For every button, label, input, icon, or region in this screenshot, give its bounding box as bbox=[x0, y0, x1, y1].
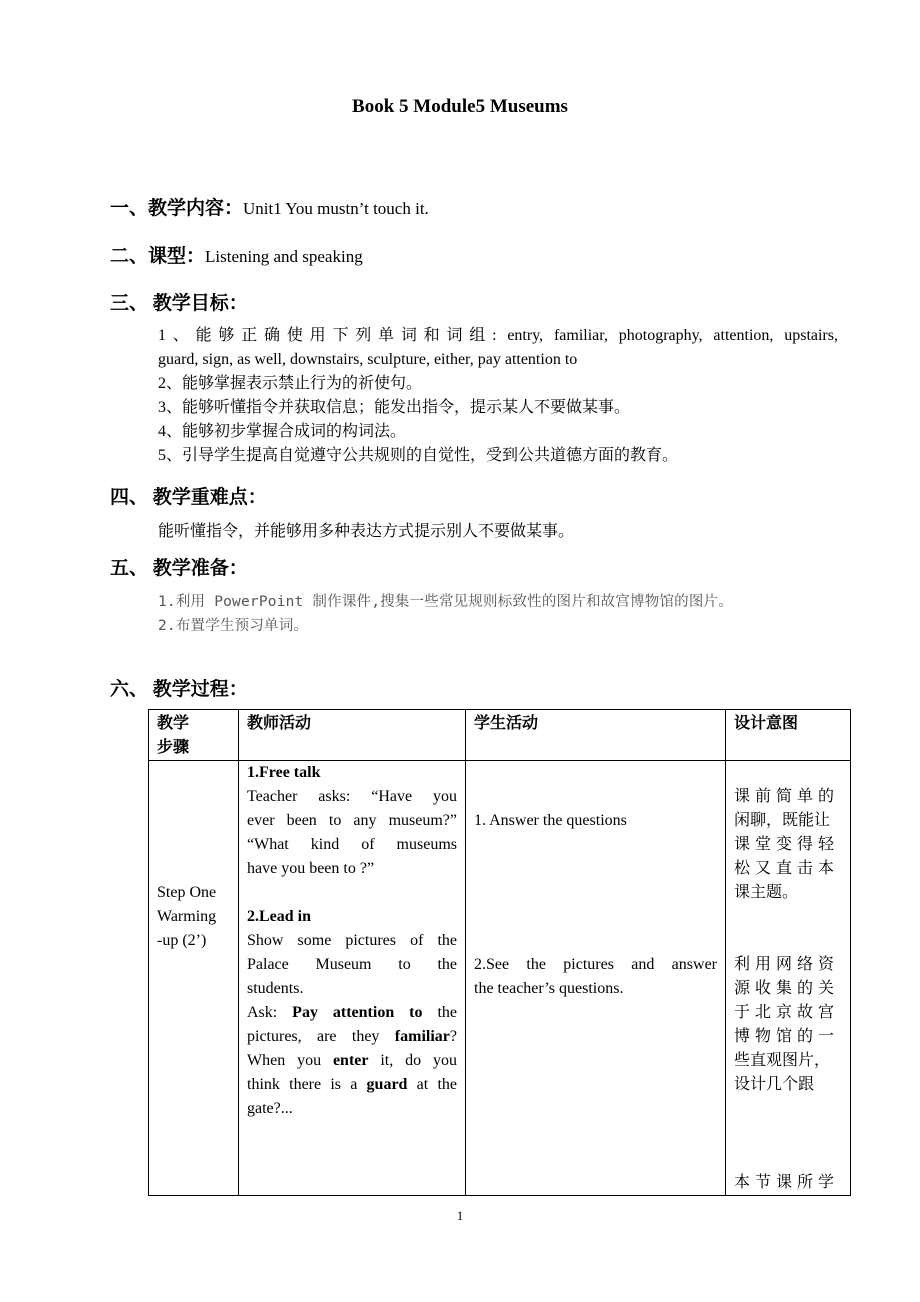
activity-title: 1.Free talk bbox=[247, 764, 321, 781]
teacher-activity-cell bbox=[239, 761, 466, 1196]
page-number: 1 bbox=[456, 1208, 464, 1223]
step-line: Step One bbox=[157, 884, 217, 901]
lesson-table bbox=[148, 709, 851, 1196]
activity-line bbox=[247, 1049, 457, 1073]
purpose-line: 课主题。 bbox=[734, 884, 799, 901]
activity-line: Teacher asks: “Have you bbox=[247, 788, 457, 805]
header-student: 学生活动 bbox=[466, 710, 726, 761]
header-step bbox=[149, 710, 239, 761]
purpose-line: 些直观图片， bbox=[734, 1052, 831, 1069]
purpose-line: 于北京故宫 bbox=[734, 1004, 840, 1021]
section-label: 四、 教学重难点： bbox=[110, 487, 267, 508]
step-line: -up (2’) bbox=[157, 932, 207, 949]
objective-2: 2、能够掌握表示禁止行为的祈使句。 bbox=[158, 375, 423, 392]
preparation-2: 2.布置学生预习单词。 bbox=[158, 618, 309, 634]
step-cell bbox=[149, 761, 239, 1196]
objective-4: 4、能够初步掌握合成词的构词法。 bbox=[158, 423, 407, 440]
section-process bbox=[110, 674, 248, 701]
activity-line bbox=[247, 1001, 457, 1025]
text-run: at the bbox=[407, 1076, 457, 1093]
purpose-line: 课堂变得轻 bbox=[734, 836, 840, 853]
bold-run: Pay attention to bbox=[292, 1004, 423, 1021]
purpose-line: 课前简单的 bbox=[734, 788, 840, 805]
objective-5: 5、引导学生提高自觉遵守公共规则的自觉性，受到公共道德方面的教育。 bbox=[158, 447, 679, 464]
section-label: 六、 教学过程： bbox=[110, 679, 248, 700]
text-run: pictures, are they bbox=[247, 1028, 395, 1045]
section-text: Listening and speaking bbox=[205, 247, 363, 266]
text-run: it, do you bbox=[368, 1052, 457, 1069]
purpose-line: 本节课所学 bbox=[734, 1174, 840, 1191]
section-label: 三、 教学目标： bbox=[110, 293, 248, 314]
purpose-line: 设计几个跟 bbox=[734, 1076, 815, 1093]
section-lesson-type bbox=[110, 241, 363, 268]
purpose-cell bbox=[726, 761, 851, 1196]
objective-1a: 1、能够正确使用下列单词和词组: entry, familiar, photography, attention, upstairs, bbox=[158, 327, 838, 344]
document-title: Book 5 Module5 Museums bbox=[352, 96, 568, 117]
step-line: Warming bbox=[157, 908, 217, 925]
activity-line: have you been to ?” bbox=[247, 860, 375, 877]
activity-line: ever been to any museum?” bbox=[247, 812, 457, 829]
text-run: ? bbox=[449, 1028, 457, 1045]
section-label: 二、课型： bbox=[110, 246, 206, 267]
preparation-list bbox=[158, 590, 848, 638]
bold-run: guard bbox=[366, 1076, 408, 1093]
header-step-line: 步骤 bbox=[157, 739, 190, 756]
activity-line: Show some pictures of the bbox=[247, 932, 457, 949]
student-line: 1. Answer the questions bbox=[474, 812, 627, 829]
bold-run: familiar bbox=[394, 1028, 450, 1045]
activity-line bbox=[247, 1025, 457, 1049]
header-purpose: 设计意图 bbox=[726, 710, 851, 761]
purpose-line: 松又直击本 bbox=[734, 860, 840, 877]
student-line: the teacher’s questions. bbox=[474, 980, 624, 997]
section-key-points bbox=[110, 482, 267, 509]
activity-line: gate?... bbox=[247, 1100, 293, 1117]
text-run: think there is a bbox=[247, 1076, 367, 1093]
purpose-line: 闲聊，既能让 bbox=[734, 812, 831, 829]
purpose-line: 源收集的关 bbox=[734, 980, 840, 997]
table-header-row bbox=[149, 710, 851, 761]
text-run: When you bbox=[247, 1052, 333, 1069]
text-run: Ask: bbox=[247, 1004, 293, 1021]
key-points-text: 能听懂指令，并能够用多种表达方式提示别人不要做某事。 bbox=[158, 523, 575, 540]
activity-line: “What kind of museums bbox=[247, 836, 457, 853]
text-run: the bbox=[422, 1004, 457, 1021]
header-teacher: 教师活动 bbox=[239, 710, 466, 761]
activity-line: Palace Museum to the bbox=[247, 956, 457, 973]
objective-1b: guard, sign, as well, downstairs, sculpture, either, pay attention to bbox=[158, 351, 578, 368]
activity-line: students. bbox=[247, 980, 304, 997]
section-content bbox=[110, 193, 429, 220]
purpose-line: 博物馆的一 bbox=[734, 1028, 840, 1045]
student-activity-cell bbox=[466, 761, 726, 1196]
section-label: 一、教学内容： bbox=[110, 198, 244, 219]
student-line: 2.See the pictures and answer bbox=[474, 956, 717, 973]
table-row bbox=[149, 761, 851, 1196]
section-label: 五、 教学准备： bbox=[110, 558, 248, 579]
objectives-list bbox=[158, 324, 838, 468]
section-text: Unit1 You mustn’t touch it. bbox=[243, 199, 429, 218]
objective-3: 3、能够听懂指令并获取信息；能发出指令，提示某人不要做某事。 bbox=[158, 399, 631, 416]
activity-line bbox=[247, 1073, 457, 1097]
bold-run: enter bbox=[332, 1052, 369, 1069]
header-step-line: 教学 bbox=[157, 715, 190, 732]
section-objectives bbox=[110, 288, 248, 315]
preparation-1: 1.利用 PowerPoint 制作课件,搜集一些常见规则标致性的图片和故宫博物馆的图片。 bbox=[158, 594, 733, 610]
purpose-line: 利用网络资 bbox=[734, 956, 840, 973]
activity-title: 2.Lead in bbox=[247, 908, 312, 925]
section-preparation bbox=[110, 553, 248, 580]
